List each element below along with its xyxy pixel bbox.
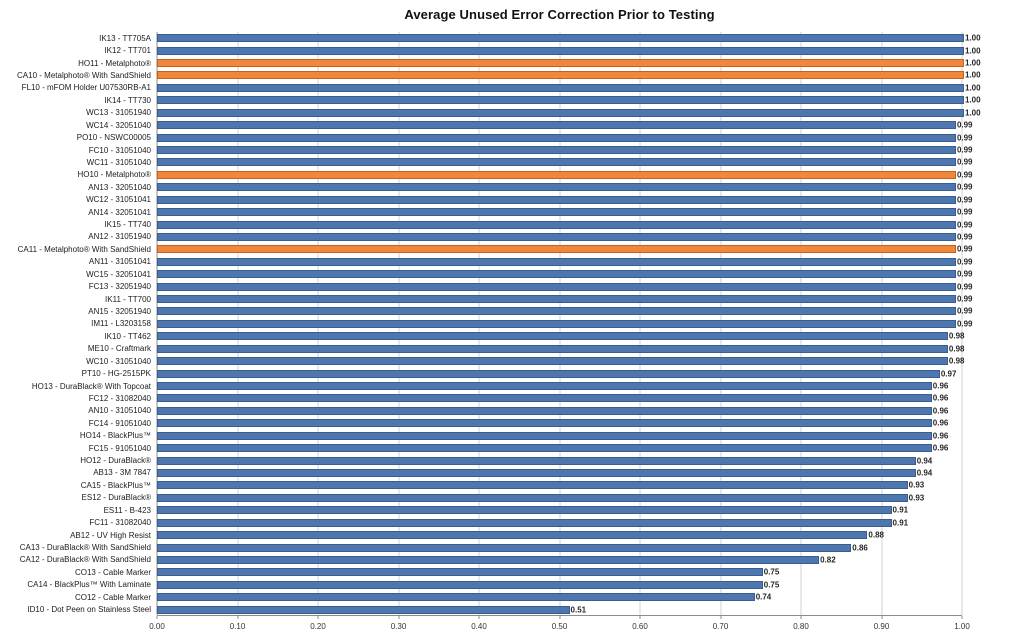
bar	[157, 481, 908, 489]
category-label: WC12 - 31051041	[86, 195, 151, 205]
category-label: CA15 - BlackPlus™	[80, 480, 151, 490]
bar-track	[157, 430, 962, 442]
category-label: WC14 - 32051040	[86, 120, 151, 130]
value-label: 1.00	[965, 108, 981, 118]
bar-highlighted	[157, 245, 956, 253]
value-label: 0.99	[956, 244, 973, 254]
bar	[157, 444, 932, 452]
category-label: WC15 - 32051041	[86, 269, 151, 279]
value-label: 0.82	[820, 555, 836, 565]
value-label: 0.98	[948, 344, 965, 354]
x-axis	[149, 616, 970, 640]
value-label: 0.99	[956, 195, 973, 205]
bar-track	[157, 330, 965, 342]
bar-track	[157, 504, 962, 516]
bar-row	[0, 529, 962, 541]
category-label: FC13 - 32051940	[88, 282, 151, 292]
bar-track	[157, 467, 962, 479]
bar	[157, 221, 956, 229]
bar	[157, 283, 956, 291]
bar-track	[157, 231, 973, 243]
value-label: 0.97	[940, 369, 957, 379]
bar-highlighted	[157, 59, 964, 67]
bar-rows	[0, 32, 981, 616]
chart-title: Average Unused Error Correction Prior to Testing	[404, 7, 715, 22]
bar-row	[0, 504, 962, 516]
bar-row	[0, 355, 965, 367]
bar	[157, 47, 964, 55]
bar-row	[0, 156, 973, 168]
bar	[157, 606, 570, 614]
bar-track	[157, 119, 973, 131]
bar-row	[0, 467, 962, 479]
bar-track	[157, 541, 962, 553]
category-label: AN14 - 32051041	[88, 207, 151, 217]
bar	[157, 34, 964, 42]
category-label: AN12 - 31051940	[88, 232, 151, 242]
category-label: FC12 - 31082040	[88, 393, 151, 403]
value-label: 0.93	[908, 493, 925, 503]
bar-highlighted	[157, 171, 956, 179]
bar-track	[157, 32, 981, 44]
bar-row	[0, 591, 962, 603]
category-label: IK11 - TT700	[105, 294, 151, 304]
bar-row	[0, 57, 981, 69]
bar	[157, 332, 948, 340]
value-label: 0.99	[956, 170, 973, 180]
bar	[157, 233, 956, 241]
category-label: FC11 - 31082040	[89, 518, 151, 528]
bar	[157, 146, 956, 154]
value-label: 1.00	[965, 58, 981, 68]
bar-row	[0, 193, 973, 205]
value-label: 0.93	[908, 480, 925, 490]
bar-row	[0, 367, 962, 379]
bar	[157, 568, 763, 576]
bar-track	[157, 256, 973, 268]
bar-row	[0, 330, 965, 342]
bar-track	[157, 454, 962, 466]
category-label: IK13 - TT705A	[99, 33, 151, 43]
bar	[157, 295, 956, 303]
value-label: 0.51	[570, 605, 587, 615]
x-tick-label: 0.70	[712, 622, 729, 631]
category-label: HO14 - BlackPlus™	[79, 431, 151, 441]
bar-track	[157, 442, 962, 454]
bar	[157, 544, 851, 552]
bar	[157, 382, 932, 390]
bar-track	[157, 318, 973, 330]
value-label: 1.00	[965, 33, 981, 43]
value-label: 0.99	[956, 220, 973, 230]
bar-row	[0, 293, 973, 305]
category-label: ES11 - B-423	[103, 505, 151, 515]
value-label: 0.75	[763, 567, 780, 577]
x-tick-label: 0.90	[873, 622, 890, 631]
axis-tick	[962, 616, 963, 619]
bar	[157, 593, 755, 601]
bar-track	[157, 516, 962, 528]
category-label: AN10 - 31051040	[88, 406, 151, 416]
bar-row	[0, 44, 981, 56]
value-label: 0.74	[755, 592, 772, 602]
category-label: CA11 - Metalphoto® With SandShield	[17, 244, 151, 254]
bar	[157, 345, 948, 353]
category-label: PO10 - NSWC00005	[76, 133, 151, 143]
category-label: WC10 - 31051040	[86, 356, 151, 366]
category-label: ES12 - DuraBlack®	[81, 493, 151, 503]
bar-row	[0, 305, 973, 317]
bar	[157, 357, 948, 365]
bar	[157, 494, 908, 502]
bar-row	[0, 169, 973, 181]
value-label: 1.00	[965, 95, 981, 105]
bar-row	[0, 430, 962, 442]
bar-row	[0, 256, 973, 268]
bar	[157, 531, 867, 539]
bar-track	[157, 218, 973, 230]
value-label: 0.99	[956, 120, 973, 130]
value-label: 0.96	[932, 406, 949, 416]
bar	[157, 196, 956, 204]
value-label: 0.98	[948, 331, 965, 341]
bar-track	[157, 380, 962, 392]
value-label: 0.99	[956, 133, 973, 143]
bar-row	[0, 181, 973, 193]
bar-row	[0, 442, 962, 454]
bar-row	[0, 206, 973, 218]
category-label: HO12 - DuraBlack®	[80, 456, 151, 466]
bar	[157, 121, 956, 129]
value-label: 0.99	[956, 232, 973, 242]
bar-track	[157, 417, 962, 429]
axis-tick	[801, 616, 802, 619]
category-label: HO11 - Metalphoto®	[78, 58, 151, 68]
bar-track	[157, 591, 962, 603]
bar-track	[157, 579, 962, 591]
x-tick-label: 0.00	[149, 622, 165, 631]
x-tick-label: 0.60	[632, 622, 648, 631]
bar-track	[157, 305, 973, 317]
category-label: WC11 - 31051040	[86, 157, 151, 167]
value-label: 0.99	[956, 257, 973, 267]
category-label: FL10 - mFOM Holder U07530RB-A1	[21, 83, 151, 93]
bar-track	[157, 193, 973, 205]
bar-row	[0, 492, 962, 504]
bar-track	[157, 69, 981, 81]
bar-row	[0, 231, 973, 243]
bar-track	[157, 343, 965, 355]
bar-row	[0, 343, 965, 355]
category-label: CA14 - BlackPlus™ With Laminate	[27, 580, 151, 590]
bar-track	[157, 529, 962, 541]
bar-track	[157, 479, 962, 491]
bar-row	[0, 380, 962, 392]
bar-row	[0, 268, 973, 280]
bar-row	[0, 579, 962, 591]
category-label: CA10 - Metalphoto® With SandShield	[17, 70, 151, 80]
bar	[157, 320, 956, 328]
bar-track	[157, 94, 981, 106]
category-label: CO12 - Cable Marker	[74, 592, 151, 602]
bar	[157, 307, 956, 315]
bar	[157, 457, 916, 465]
bar-highlighted	[157, 71, 964, 79]
category-label: IK10 - TT462	[104, 331, 151, 341]
bar-track	[157, 603, 962, 615]
category-label: CO13 - Cable Marker	[74, 567, 151, 577]
category-label: PT10 - HG-2515PK	[81, 369, 151, 379]
bar-row	[0, 417, 962, 429]
category-label: IK12 - TT701	[104, 46, 151, 56]
category-label: AN11 - 31051041	[88, 257, 151, 267]
value-label: 0.96	[932, 381, 949, 391]
value-label: 0.99	[956, 306, 973, 316]
x-tick-label: 0.20	[310, 622, 326, 631]
category-label: AB12 - UV High Resist	[70, 530, 151, 540]
axis-tick	[479, 616, 480, 619]
bar-row	[0, 32, 981, 44]
category-label: IK14 - TT730	[104, 95, 151, 105]
value-label: 0.94	[916, 468, 933, 478]
bar	[157, 519, 892, 527]
bar-row	[0, 243, 973, 255]
bar-track	[157, 82, 981, 94]
bar-track	[157, 405, 962, 417]
axis-tick	[398, 616, 399, 619]
bar-track	[157, 57, 981, 69]
bar-track	[157, 144, 973, 156]
axis-tick	[157, 616, 158, 619]
bar-row	[0, 69, 981, 81]
bar	[157, 109, 964, 117]
axis-tick	[559, 616, 560, 619]
bar-track	[157, 181, 973, 193]
bar	[157, 506, 892, 514]
category-label: FC10 - 31051040	[88, 145, 151, 155]
value-label: 0.86	[852, 543, 868, 552]
value-label: 0.99	[956, 294, 973, 304]
category-label: FC15 - 91051040	[88, 443, 151, 453]
axis-tick	[720, 616, 721, 619]
bar-row	[0, 392, 962, 404]
value-label: 0.99	[956, 207, 973, 217]
axis-tick	[640, 616, 641, 619]
axis-tick	[318, 616, 319, 619]
bar-row	[0, 94, 981, 106]
bar	[157, 407, 932, 415]
bar-row	[0, 131, 973, 143]
value-label: 0.96	[932, 418, 949, 428]
x-tick-label: 1.00	[954, 622, 970, 631]
bar-track	[157, 392, 962, 404]
bar-row	[0, 144, 973, 156]
bar-row	[0, 82, 981, 94]
bar-track	[157, 243, 973, 255]
bar-row	[0, 107, 981, 119]
value-label: 1.00	[965, 83, 981, 93]
bar-track	[157, 107, 981, 119]
bar-row	[0, 318, 973, 330]
bar-track	[157, 268, 973, 280]
category-label: ME10 - Craftmark	[87, 344, 151, 354]
bar-row	[0, 119, 973, 131]
value-label: 0.96	[932, 443, 949, 453]
bar	[157, 208, 956, 216]
category-label: AN13 - 32051040	[88, 182, 151, 192]
x-tick-label: 0.80	[793, 622, 809, 631]
x-tick-label: 0.30	[390, 622, 407, 631]
category-label: AN15 - 32051940	[88, 306, 151, 316]
bar	[157, 370, 940, 378]
value-label: 0.99	[956, 282, 973, 292]
bar-track	[157, 280, 973, 292]
category-label: WC13 - 31051940	[86, 108, 151, 118]
axis-tick	[881, 616, 882, 619]
category-label: HO10 - Metalphoto®	[77, 170, 151, 180]
x-tick-label: 0.10	[229, 622, 246, 631]
value-label: 1.00	[965, 46, 981, 56]
bar-track	[157, 554, 962, 566]
bar	[157, 270, 956, 278]
category-label: AB13 - 3M 7847	[93, 468, 151, 478]
x-tick-label: 0.40	[471, 622, 487, 631]
value-label: 0.96	[932, 393, 949, 403]
bar	[157, 432, 932, 440]
category-label: HO13 - DuraBlack® With Topcoat	[31, 381, 151, 391]
bar-track	[157, 169, 973, 181]
category-label: ID10 - Dot Peen on Stainless Steel	[27, 605, 151, 615]
axis-tick	[237, 616, 238, 619]
value-label: 0.99	[956, 157, 973, 167]
bar	[157, 469, 916, 477]
bar-track	[157, 206, 973, 218]
bar-track	[157, 492, 962, 504]
bar-row	[0, 566, 962, 578]
bar	[157, 419, 932, 427]
bar-track	[157, 156, 973, 168]
value-label: 0.88	[868, 530, 884, 540]
bar-row	[0, 603, 962, 615]
bar-row	[0, 280, 973, 292]
bar-row	[0, 479, 962, 491]
bar	[157, 258, 956, 266]
bar-row	[0, 516, 962, 528]
category-label: CA13 - DuraBlack® With SandShield	[19, 543, 151, 552]
bar-track	[157, 131, 973, 143]
bar	[157, 134, 956, 142]
bar	[157, 158, 956, 166]
value-label: 0.75	[763, 580, 780, 590]
bar-row	[0, 454, 962, 466]
value-label: 0.94	[916, 456, 933, 466]
value-label: 0.91	[892, 518, 909, 528]
bar	[157, 394, 932, 402]
bar-row	[0, 405, 962, 417]
bar	[157, 183, 956, 191]
category-label: IM11 - L3203158	[91, 319, 151, 329]
bar	[157, 84, 964, 92]
value-label: 0.99	[956, 269, 973, 279]
bar	[157, 96, 964, 104]
value-label: 0.96	[932, 431, 949, 441]
bar-row	[0, 554, 962, 566]
value-label: 1.00	[965, 70, 981, 80]
x-tick-label: 0.50	[551, 622, 568, 631]
value-label: 0.99	[956, 145, 973, 155]
bar	[157, 581, 763, 589]
value-label: 0.98	[948, 356, 965, 366]
category-label: FC14 - 91051040	[88, 418, 151, 428]
value-label: 0.99	[956, 182, 973, 192]
bar-track	[157, 355, 965, 367]
bar	[157, 556, 819, 564]
category-label: IK15 - TT740	[104, 220, 151, 230]
value-label: 0.99	[956, 319, 973, 329]
bar-row	[0, 218, 973, 230]
value-label: 0.91	[892, 505, 909, 515]
bar-track	[157, 367, 962, 379]
bar-track	[157, 293, 973, 305]
bar-row	[0, 541, 962, 553]
category-label: CA12 - DuraBlack® With SandShield	[19, 555, 151, 565]
bar-track	[157, 44, 981, 56]
bar-track	[157, 566, 962, 578]
